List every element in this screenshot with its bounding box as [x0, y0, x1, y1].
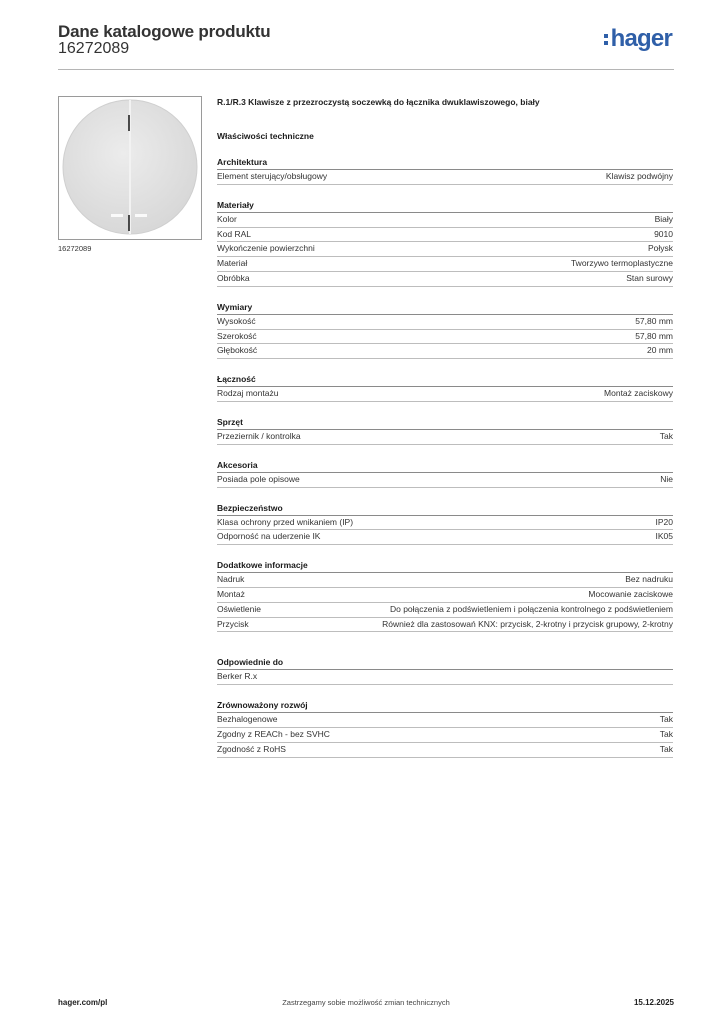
spec-row	[217, 670, 673, 685]
section-title: Odpowiednie do	[217, 656, 673, 670]
spec-value: Nie	[660, 473, 673, 484]
section-dimensions	[217, 301, 673, 359]
spec-row	[217, 473, 673, 488]
spec-label: Wykończenie powierzchni	[217, 243, 315, 254]
spec-content	[217, 96, 673, 758]
spec-label: Element sterujący/obsługowy	[217, 171, 328, 181]
spec-value: Tak	[659, 714, 673, 725]
spec-row	[217, 588, 673, 603]
section-safety	[217, 502, 673, 546]
spec-value: 57,80 mm	[635, 330, 673, 341]
spec-row	[217, 728, 673, 743]
spec-label: Wysokość	[217, 315, 256, 326]
spec-row	[217, 530, 673, 545]
product-number: 16272089	[58, 40, 130, 57]
section-hardware	[217, 416, 673, 445]
spec-label: Odporność na uderzenie IK	[217, 531, 321, 542]
section-suitable-for	[217, 656, 673, 685]
spec-value: Tak	[659, 743, 673, 754]
spec-row	[217, 315, 673, 330]
spec-value: 57,80 mm	[635, 315, 673, 326]
spec-label: Przycisk	[217, 618, 249, 629]
page-footer	[58, 998, 674, 1010]
spec-label: Zgodny z REACh - bez SVHC	[217, 728, 330, 739]
spec-row	[217, 330, 673, 345]
section-architecture	[217, 156, 673, 185]
spec-value: Montaż zaciskowy	[604, 388, 673, 399]
spec-value: Połysk	[647, 243, 673, 254]
logo-text: hager	[610, 25, 672, 52]
document-title: Dane katalogowe produktu	[58, 22, 271, 41]
section-title: Wymiary	[217, 301, 673, 315]
spec-label: Głębokość	[217, 345, 258, 356]
section-title: Sprzęt	[217, 416, 673, 430]
spec-row	[217, 272, 673, 287]
spec-value: IK05	[655, 531, 673, 542]
image-caption: 16272089	[58, 244, 92, 253]
spec-value: Stan surowy	[626, 272, 673, 283]
technical-properties-heading: Właściwości techniczne	[217, 131, 314, 141]
spec-row	[217, 213, 673, 228]
spec-row	[217, 257, 673, 272]
spec-label: Szerokość	[217, 330, 257, 341]
spec-value: Tworzywo termoplastyczne	[570, 258, 673, 269]
spec-row	[217, 344, 673, 359]
spec-value: Mocowanie zaciskowe	[588, 588, 673, 599]
page-header	[58, 20, 674, 70]
logo-dots-icon	[604, 34, 608, 45]
spec-value: IP20	[655, 516, 673, 527]
spec-value: Również dla zastosowań KNX: przycisk, 2-krotny i przycisk grupowy, 2-krotny	[382, 618, 673, 629]
spec-label: Oświetlenie	[217, 603, 261, 614]
spec-label: Przeziernik / kontrolka	[217, 430, 301, 441]
spec-label: Rodzaj montażu	[217, 388, 279, 399]
spec-value: Bez nadruku	[625, 574, 673, 585]
spec-row	[217, 170, 673, 185]
footer-website-link[interactable]: hager.com/pl	[58, 998, 108, 1007]
spec-row	[217, 618, 673, 633]
spec-label: Nadruk	[217, 574, 245, 585]
spec-label: Kolor	[217, 213, 237, 224]
section-title: Akcesoria	[217, 459, 673, 473]
section-title: Bezpieczeństwo	[217, 502, 673, 516]
spec-row	[217, 242, 673, 257]
spec-value: Klawisz podwójny	[605, 171, 673, 181]
section-title: Dodatkowe informacje	[217, 559, 673, 573]
spec-value: Tak	[659, 430, 673, 441]
spec-row	[217, 743, 673, 758]
spec-row	[217, 228, 673, 243]
spec-label: Zgodność z RoHS	[217, 743, 286, 754]
spec-label: Obróbka	[217, 272, 250, 283]
spec-row	[217, 430, 673, 445]
spec-label: Klasa ochrony przed wnikaniem (IP)	[217, 516, 354, 527]
spec-label: Berker R.x	[217, 671, 258, 682]
spec-value: 20 mm	[647, 345, 673, 356]
spec-row	[217, 516, 673, 531]
section-title: Zrównoważony rozwój	[217, 699, 673, 713]
spec-label: Montaż	[217, 588, 245, 599]
section-accessories	[217, 459, 673, 488]
spec-value: Tak	[659, 728, 673, 739]
rocker-switch-icon	[59, 97, 201, 239]
spec-row	[217, 603, 673, 618]
spec-label: Posiada pole opisowe	[217, 473, 300, 484]
spec-row	[217, 713, 673, 728]
hager-logo	[604, 26, 672, 52]
section-materials	[217, 199, 673, 287]
section-sustainability	[217, 699, 673, 757]
spec-value: Do połączenia z podświetleniem i połączenia kontrolnego z podświetleniem	[389, 603, 673, 614]
spec-row	[217, 573, 673, 588]
spec-row	[217, 387, 673, 402]
spec-value: Biały	[654, 213, 673, 224]
spec-value: 9010	[654, 228, 673, 239]
footer-date: 15.12.2025	[633, 998, 674, 1007]
section-additional-info	[217, 559, 673, 632]
section-title: Architektura	[217, 156, 673, 170]
spec-label: Materiał	[217, 258, 248, 269]
section-title: Materiały	[217, 199, 673, 213]
footer-disclaimer: Zastrzegamy sobie możliwość zmian technicznych	[282, 998, 450, 1007]
section-connectivity	[217, 373, 673, 402]
section-title: Łączność	[217, 373, 673, 387]
product-description: R.1/R.3 Klawisze z przezroczystą soczewką do łącznika dwuklawiszowego, biały	[217, 97, 540, 107]
spec-label: Bezhalogenowe	[217, 714, 278, 725]
product-image	[58, 96, 202, 240]
spec-label: Kod RAL	[217, 228, 252, 239]
